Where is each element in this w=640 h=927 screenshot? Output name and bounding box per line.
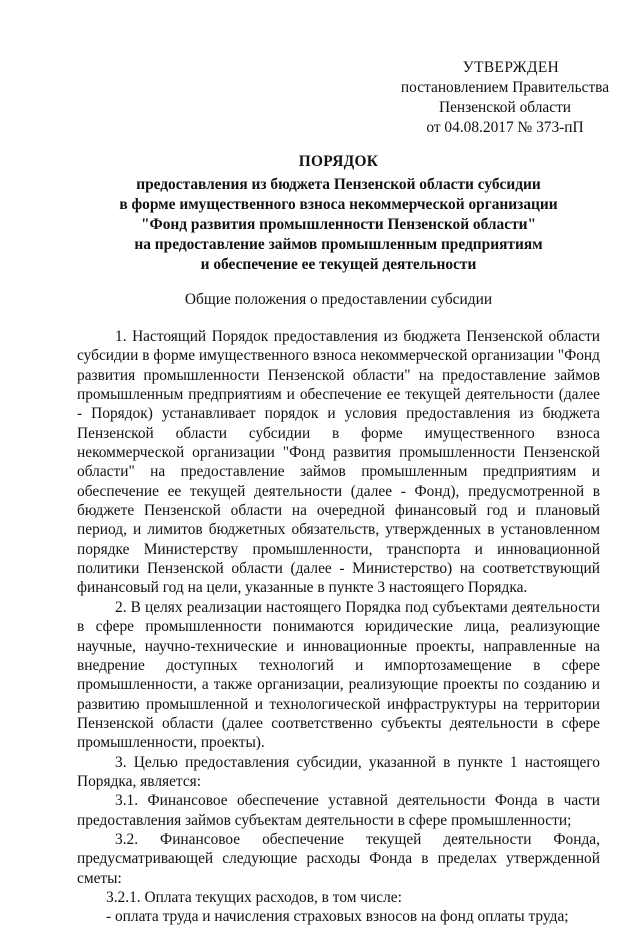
document-title-line: и обеспечение ее текущей деятельности [200,256,477,273]
paragraph-3-2-1: 3.2.1. Оплата текущих расходов, в том числе: [106,888,402,906]
document-body [77,327,600,927]
approval-status: УТВЕРЖДЕН [462,59,560,76]
document-title [77,152,600,275]
paragraph-1: 1. Настоящий Порядок предоставления из бюджета Пензенской области субсидии в форме имущественного взноса некоммерческой организации "Фонд развития промышленности Пензенской области" на предоставление займов промышленным предприятиям и обеспечение ее текущей деятельности (далее - Порядок) устанавливает порядок и условия предоставления из бюджета Пензенской области субсидии в форме имущественного взноса некоммерческой организации "Фонд развития промышленности Пензенской области" на предоставление займов промышленным предприятиям и обеспечение ее текущей деятельности (далее - Фонд), предусмотренной в бюджете Пензенской области на очередной финансовый год и плановый период, и лимитов бюджетных обязательств, утвержденных в установленном порядке Министерству промышленности, транспорта и инновационной политики Пензенской области (далее - Министерство) на соответствующий финансовый год на цели, указанные в пункте 3 настоящего Порядка. [77,328,600,597]
paragraph-2: 2. В целях реализации настоящего Порядка под субъектами деятельности в сфере промышленности понимаются юридические лица, реализующие научные, научно-технические и инновационные проекты, направленные на внедрение доступных технологий и импортозамещение в сфере промышленности, а также организации, реализующие проекты по созданию и развитию промышленной и технологической инфраструктуры на территории Пензенской области (далее соответственно субъекты деятельности в сфере промышленности, проекты). [77,598,600,752]
paragraph-3-2: 3.2. Финансовое обеспечение текущей деятельности Фонда, предусматривающей следующие расходы Фонда в пределах утвержденной сметы: [77,830,600,887]
approval-region: Пензенской области [438,99,572,116]
paragraph-3: 3. Целью предоставления субсидии, указанной в пункте 1 настоящего Порядка, является: [77,753,600,790]
paragraph-3-1: 3.1. Финансовое обеспечение уставной деятельности Фонда в части предоставления займов субъектам деятельности в сфере промышленности; [77,792,600,829]
document-title-line: "Фонд развития промышленности Пензенской области" [140,216,537,233]
document-title-line: в форме имущественного взноса некоммерческой организации [119,196,558,213]
list-item-dash: - оплата труда и начисления страховых взносов на фонд оплаты труда; [106,908,569,926]
approval-stamp-block [380,58,630,138]
document-title-line: предоставления из бюджета Пензенской области субсидии [136,176,541,193]
document-title-line: на предоставление займов промышленным предприятиям [134,236,543,253]
approval-date-number: от 04.08.2017 № 373-пП [426,119,584,136]
approval-authority: постановлением Правительства [400,79,610,96]
section-heading: Общие положения о предоставлении субсидии [184,291,493,308]
document-title-main: ПОРЯДОК [298,153,379,170]
